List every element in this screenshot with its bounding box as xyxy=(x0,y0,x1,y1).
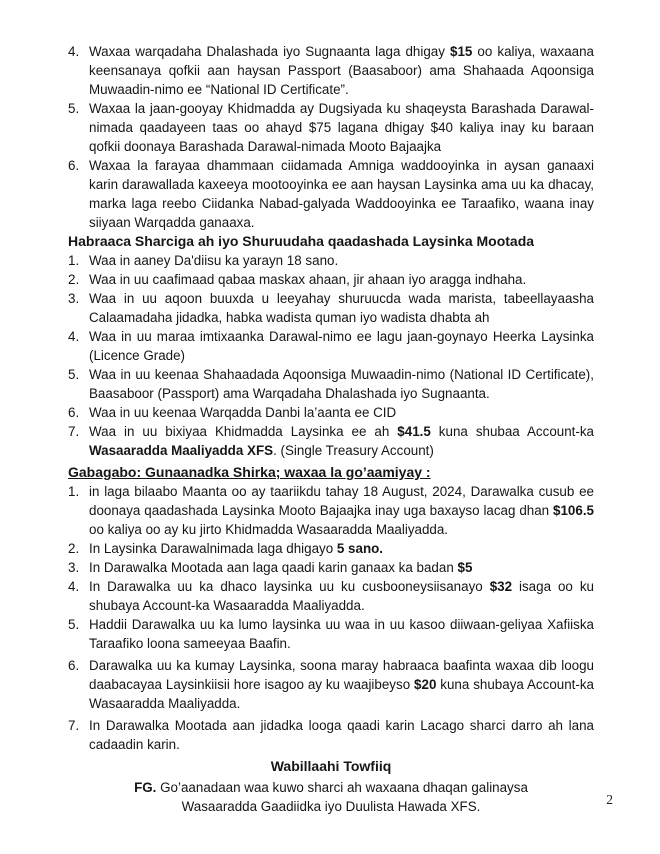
list-item: Waa in aaney Da'diisu ka yarayn 18 sano. xyxy=(89,253,339,268)
heading-conclusion: Gabagabo: Gunaanadka Shirka; waxaa la go’aamiyay : xyxy=(68,464,431,480)
footer-note-line1: Go’aanadaan waa kuwo sharci ah waxaana dhaqan galinaysa xyxy=(160,780,528,795)
page-number: 2 xyxy=(606,792,613,807)
footer-note xyxy=(68,778,594,816)
list-item: Waxaa la farayaa dhammaan ciidamada Amniga waddooyinka in aysan ganaaxi karin darawallada kaxeeya mootooyinka ee aan haysan Laysinka ama uu ka dhacay, marka laga reebo Ciidanka Nabad-galyada Waddooyinka ee Taraafiko, waana inay siiyaan Warqadda ganaaxa. xyxy=(89,158,594,230)
list-item: In Darawalka Mootada aan jidadka looga qaadi karin Lacago sharci darro ah lana cadaadin karin. xyxy=(89,718,594,752)
list-item: Waxaa la jaan-gooyay Khidmadda ay Dugsiyada ku shaqeysta Barashada Darawal-nimada qaadayeen taas oo ahayd $75 lagana dhigay $40 kaliya inay ku baraan qofkii doonaya Barashada Darawal-nimada Mooto Bajaajka xyxy=(89,101,594,154)
requirements-list xyxy=(68,251,594,460)
list-item: In Darawalka Mootada aan laga qaadi karin ganaax ka badan $5 xyxy=(89,560,473,575)
list-item: Waa in uu aqoon buuxda u leeyahay shuruucda wada marista, tabeellayaasha Calaamadaha jidadka, habka wadista quman iyo wadista dhabta ah xyxy=(89,291,594,325)
footer-note-line2: Wasaaradda Gaadiidka iyo Duulista Hawada XFS. xyxy=(181,799,481,814)
list-item: In Laysinka Darawalnimada laga dhigayo 5 sano. xyxy=(89,541,384,556)
closing-phrase: Wabillaahi Towfiiq xyxy=(270,758,392,774)
heading-license-procedure: Habraaca Sharciga ah iyo Shuruudaha qaadashada Laysinka Mootada xyxy=(68,233,535,249)
footer-note-prefix: FG. xyxy=(134,780,157,795)
list-item: Waa in uu caafimaad qabaa maskax ahaan, jir ahaan iyo aragga indhaha. xyxy=(89,272,527,287)
list-item: Waa in uu maraa imtixaanka Darawal-nimo ee lagu jaan-goynayo Heerka Laysinka (Licence Grade) xyxy=(89,329,594,363)
list-item: Haddii Darawalka uu ka lumo laysinka uu waa in uu kasoo diiwaan-geliyaa Xafiiska Taraafiko loona sameeyaa Baafin. xyxy=(89,617,594,651)
conclusion-list xyxy=(68,482,594,754)
list-item: Waa in uu keenaa Warqadda Danbi la’aanta ee CID xyxy=(89,405,397,420)
list-item: Waa in uu bixiyaa Khidmadda Laysinka ee ah $41.5 kuna shubaa Account-ka Wasaaradda Maaliyadda XFS. (Single Treasury Account) xyxy=(89,424,594,458)
list-item: Waa in uu keenaa Shahaadada Aqoonsiga Muwaadin-nimo (National ID Certificate), Baasaboor (Passport) ama Warqadaha Dhalashada iyo Sugnaanta. xyxy=(89,367,594,401)
list-item: In Darawalka uu ka dhaco laysinka uu ku cusbooneysiisanayo $32 isaga oo ku shubaya Account-ka Wasaaradda Maaliyadda. xyxy=(89,579,594,613)
intro-list xyxy=(68,42,594,232)
list-item: in laga bilaabo Maanta oo ay taariikdu tahay 18 August, 2024, Darawalka cusub ee doonaya qaadashada Laysinka Mooto Bajaajka inay uga baxayso lacag dhan $106.5 oo kaliya oo ay ku jirto Khidmadda Wasaaradda Maaliyadda. xyxy=(89,484,594,537)
list-item: Waxaa warqadaha Dhalashada iyo Sugnaanta laga dhigay $15 oo kaliya, waxaana keensanaya qofkii aan haysan Passport (Baasaboor) ama Shahaada Aqoonsiga Muwaadin-nimo ee “National ID Certificate”. xyxy=(89,44,594,97)
list-item: Darawalka uu ka kumay Laysinka, soona maray habraaca baafinta waxaa dib loogu daabacayaa Laysinkiisii hore isagoo ay ku waajibeyso $20 kuna shubaya Account-ka Wasaaradda Maaliyadda. xyxy=(89,658,594,711)
